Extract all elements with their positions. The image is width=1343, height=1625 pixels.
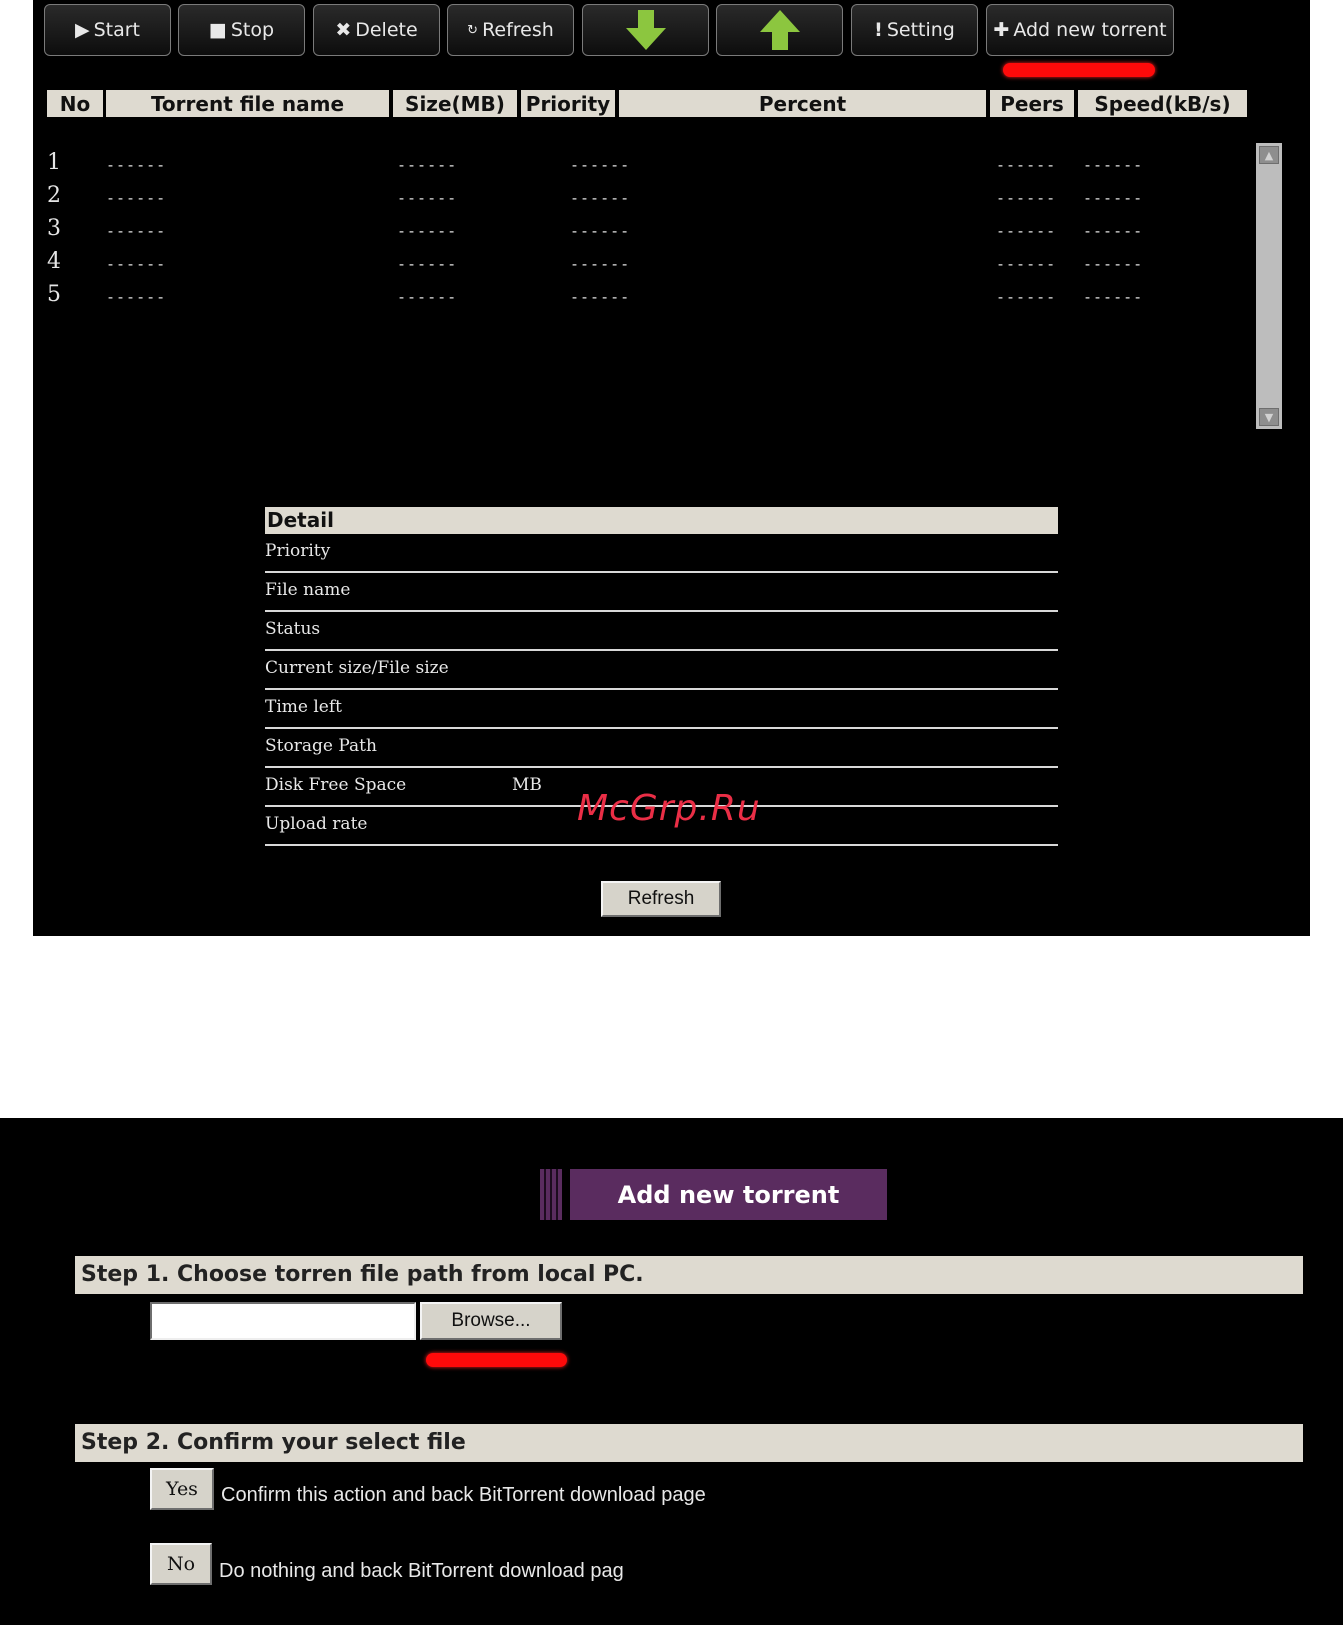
torrent-peers: ------ xyxy=(996,255,1057,273)
up-arrow-icon xyxy=(758,8,802,52)
step2-header: Step 2. Confirm your select file xyxy=(75,1424,1303,1462)
torrent-size: ------ xyxy=(397,222,458,240)
torrent-file-path-input[interactable] xyxy=(150,1302,416,1340)
watermark: McGrp.Ru xyxy=(577,788,761,829)
row-number: 3 xyxy=(47,216,61,241)
torrent-speed: ------ xyxy=(1083,222,1144,240)
torrent-size: ------ xyxy=(397,156,458,174)
no-button[interactable]: No xyxy=(150,1543,212,1585)
yes-description: Confirm this action and back BitTorrent download page xyxy=(221,1484,706,1506)
detail-row-priority: Priority xyxy=(265,534,1058,573)
column-header-peers: Peers xyxy=(990,90,1074,117)
row-number: 5 xyxy=(47,282,61,307)
detail-row-storage-path: Storage Path xyxy=(265,729,1058,768)
detail-row-upload-rate: Upload rate xyxy=(265,807,1058,846)
setting-button[interactable]: ! Setting xyxy=(851,4,978,56)
row-number: 2 xyxy=(47,183,61,208)
torrent-peers: ------ xyxy=(996,222,1057,240)
step1-header: Step 1. Choose torren file path from local PC. xyxy=(75,1256,1303,1294)
torrent-priority: ------ xyxy=(570,156,631,174)
torrent-name: ------ xyxy=(106,255,167,273)
detail-refresh-button[interactable]: Refresh xyxy=(601,881,721,917)
torrent-peers: ------ xyxy=(996,156,1057,174)
column-header-name: Torrent file name xyxy=(106,90,389,117)
title-decoration xyxy=(540,1169,562,1220)
highlight-mark xyxy=(1003,63,1155,77)
delete-button[interactable]: ✖ Delete xyxy=(313,4,440,56)
down-arrow-icon xyxy=(624,8,668,52)
scroll-down-icon[interactable]: ▼ xyxy=(1259,408,1279,426)
move-down-button[interactable] xyxy=(582,4,709,56)
refresh-icon: ↻ xyxy=(467,22,479,38)
disk-unit: MB xyxy=(512,775,542,795)
torrent-priority: ------ xyxy=(570,189,631,207)
row-number: 4 xyxy=(47,249,61,274)
torrent-speed: ------ xyxy=(1083,156,1144,174)
detail-row-status: Status xyxy=(265,612,1058,651)
torrent-peers: ------ xyxy=(996,189,1057,207)
delete-x-icon: ✖ xyxy=(335,18,352,41)
torrent-size: ------ xyxy=(397,255,458,273)
yes-button[interactable]: Yes xyxy=(150,1468,214,1510)
torrent-speed: ------ xyxy=(1083,189,1144,207)
torrent-name: ------ xyxy=(106,222,167,240)
no-description: Do nothing and back BitTorrent download pag xyxy=(219,1560,624,1582)
exclamation-icon: ! xyxy=(874,18,883,41)
plus-icon: ✚ xyxy=(993,18,1010,41)
detail-row-disk-free-space: Disk Free Space MB xyxy=(265,768,1058,807)
torrent-priority: ------ xyxy=(570,222,631,240)
torrent-peers: ------ xyxy=(996,288,1057,306)
refresh-button[interactable]: ↻ Refresh xyxy=(447,4,574,56)
detail-row-file-name: File name xyxy=(265,573,1058,612)
detail-header: Detail xyxy=(265,507,1058,534)
add-torrent-title: Add new torrent xyxy=(570,1169,887,1220)
column-header-priority: Priority xyxy=(521,90,615,117)
torrent-speed: ------ xyxy=(1083,288,1144,306)
column-header-size: Size(MB) xyxy=(393,90,517,117)
move-up-button[interactable] xyxy=(716,4,843,56)
row-number: 1 xyxy=(47,150,61,175)
column-header-speed: Speed(kB/s) xyxy=(1078,90,1247,117)
torrent-size: ------ xyxy=(397,288,458,306)
table-scrollbar[interactable] xyxy=(1256,143,1282,429)
add-new-torrent-button[interactable]: ✚ Add new torrent xyxy=(986,4,1174,56)
scroll-up-icon[interactable]: ▲ xyxy=(1259,146,1279,164)
stop-button[interactable]: ■ Stop xyxy=(178,4,305,56)
torrent-priority: ------ xyxy=(570,255,631,273)
column-header-no: No xyxy=(47,90,103,117)
add-torrent-panel xyxy=(0,1118,1343,1625)
browse-button[interactable]: Browse... xyxy=(420,1302,562,1340)
torrent-name: ------ xyxy=(106,189,167,207)
detail-row-current-size: Current size/File size xyxy=(265,651,1058,690)
torrent-speed: ------ xyxy=(1083,255,1144,273)
detail-row-time-left: Time left xyxy=(265,690,1058,729)
torrent-manager-panel xyxy=(33,0,1310,936)
start-button[interactable]: ▶ Start xyxy=(44,4,171,56)
highlight-mark xyxy=(426,1353,567,1367)
torrent-priority: ------ xyxy=(570,288,631,306)
play-icon: ▶ xyxy=(74,18,90,41)
torrent-name: ------ xyxy=(106,156,167,174)
torrent-size: ------ xyxy=(397,189,458,207)
column-header-percent: Percent xyxy=(619,90,986,117)
torrent-name: ------ xyxy=(106,288,167,306)
stop-icon: ■ xyxy=(208,18,227,41)
